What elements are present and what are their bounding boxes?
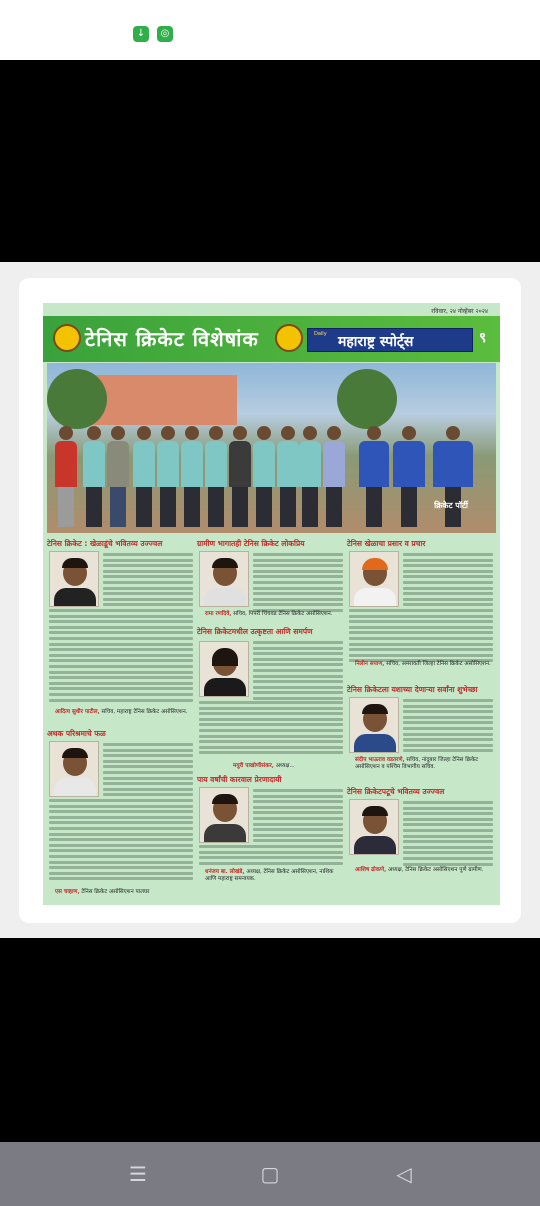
home-icon[interactable]: ▢	[260, 1162, 280, 1186]
article-headline: टेनिस क्रिकेटला यशाच्या देणाऱ्या सर्वांना शुभेच्छा	[347, 685, 478, 694]
photo-person	[157, 426, 179, 527]
page-date: रविवार, २४ नोव्हेंबर २०२४	[431, 308, 488, 315]
article-byline	[205, 869, 345, 883]
article-headline: ग्रामीण भागातही टेनिस क्रिकेट लोकप्रिय	[197, 539, 305, 548]
photo-person	[83, 426, 105, 527]
author-photo	[349, 799, 399, 855]
author-name: निलीन सपाण,	[355, 661, 385, 667]
photo-person	[299, 426, 321, 527]
photo-person	[323, 426, 345, 527]
newspaper-card	[19, 278, 521, 923]
photo-person	[55, 426, 77, 527]
author-photo	[199, 641, 249, 697]
article-8	[347, 787, 495, 873]
article-5	[197, 775, 345, 882]
article-byline	[55, 889, 195, 896]
article-byline	[355, 757, 495, 771]
masthead	[43, 316, 500, 362]
author-photo	[49, 551, 99, 607]
association-seal-icon	[275, 324, 303, 352]
status-bar	[0, 0, 540, 60]
article-1	[47, 539, 195, 715]
author-photo	[199, 787, 249, 843]
article-body	[253, 641, 343, 703]
photo-tree	[47, 369, 107, 429]
article-2	[47, 729, 195, 895]
letterbox-bottom	[0, 938, 540, 1142]
photo-person	[393, 426, 425, 527]
article-body	[199, 845, 343, 867]
association-logo-icon	[53, 324, 81, 352]
article-body	[49, 609, 193, 704]
author-photo	[199, 551, 249, 607]
author-title: सचिव, पिंपरी चिंचवड टेनिस क्रिकेट असोसिएशन.	[233, 611, 333, 617]
author-title: अध्यक्ष, टेनिस क्रिकेट असोसिएशन पुणे ग्रामीण.	[388, 867, 484, 873]
jersey-text: क्रिकेट पॉर्टी	[434, 501, 468, 510]
author-title: अध्यक्ष...	[275, 763, 295, 769]
author-name: संदीप भाऊराव वडतरणे,	[355, 757, 405, 763]
author-title: अध्यक्ष, टेनिस क्रिकेट असोसिएशन, नाशिक आणि महाराष्ट्र समन्वयक.	[205, 869, 334, 882]
photo-building	[87, 375, 237, 425]
article-byline	[55, 709, 195, 716]
author-photo	[349, 697, 399, 753]
navigation-bar	[0, 1142, 540, 1206]
article-body	[403, 553, 493, 609]
photo-person	[433, 426, 473, 527]
photo-person	[133, 426, 155, 527]
article-headline: टेनिस क्रिकेटमधील उत्कृष्टता आणि समर्पण	[197, 627, 313, 636]
back-icon[interactable]: ◁	[396, 1162, 412, 1186]
article-headline: अथक परिश्रमाचे फळ	[47, 729, 106, 738]
photo-person	[205, 426, 227, 527]
brand-tag: Daily	[314, 331, 327, 337]
article-byline	[355, 867, 495, 874]
newspaper-page	[43, 303, 500, 905]
image-viewer[interactable]	[0, 262, 540, 938]
author-name: आशिष ढोकणे,	[355, 867, 387, 873]
page-number: ९	[479, 330, 487, 346]
recent-apps-icon[interactable]: ☰	[129, 1162, 147, 1186]
article-body	[349, 609, 493, 665]
brand-name: महाराष्ट्र स्पोर्ट्स	[338, 334, 414, 350]
author-name: मयुरी पाखोणीसंकर,	[233, 763, 274, 769]
photo-person	[253, 426, 275, 527]
author-title: टेनिस क्रिकेट असोसिएशन पालघर	[81, 889, 150, 895]
article-byline	[205, 611, 345, 618]
group-photo	[47, 363, 496, 533]
article-headline: टेनिस क्रिकेटपटूचे भवितव्य उज्ज्वल	[347, 787, 445, 796]
article-body	[253, 553, 343, 615]
author-name: एस चव्हाण,	[55, 889, 80, 895]
author-photo	[349, 551, 399, 607]
whatsapp-icon: ◎	[157, 26, 173, 42]
photo-person	[181, 426, 203, 527]
photo-tree	[337, 369, 397, 429]
author-title: सचिव, महाराष्ट्र टेनिस क्रिकेट असोसिएशन.	[101, 709, 188, 715]
article-byline	[355, 661, 495, 668]
article-body	[49, 799, 193, 883]
article-6	[347, 539, 495, 667]
photo-person	[107, 426, 129, 527]
photo-person	[277, 426, 299, 527]
brand-box	[307, 328, 473, 352]
photo-person	[359, 426, 389, 527]
article-body	[253, 789, 343, 845]
article-headline: पाय वर्षांची कारवाल प्रेरणादायी	[197, 775, 282, 784]
article-body	[403, 801, 493, 868]
article-4	[197, 627, 345, 769]
save-icon: ↓	[133, 26, 149, 42]
article-7	[347, 685, 495, 770]
article-body	[403, 699, 493, 755]
author-name: आदित्य सुधीर पाटील,	[55, 709, 100, 715]
author-photo	[49, 741, 99, 797]
author-title: सचिव, अमरावती जिल्हा टेनिस क्रिकेट असोसिएशन.	[386, 661, 491, 667]
photo-person	[229, 426, 251, 527]
page-title: टेनिस क्रिकेट विशेषांक	[85, 327, 259, 351]
article-3	[197, 539, 345, 617]
article-body	[103, 553, 193, 609]
article-headline: टेनिस खेळाचा प्रसार व प्रचार	[347, 539, 426, 548]
article-body	[103, 743, 193, 799]
author-name: धनंजय बा. लोखंडे,	[205, 869, 245, 875]
article-body	[199, 701, 343, 757]
author-title: सचिव, नांदुबार जिल्हा टेनिस क्रिकेट असोसिएशन व पश्चिम विभागीय सचिव.	[355, 757, 479, 770]
letterbox-top	[0, 60, 540, 262]
article-headline: टेनिस क्रिकेट : खेळाडूंचे भवितव्य उज्ज्वल	[47, 539, 163, 548]
article-byline	[233, 763, 345, 770]
author-name: रामा रणदिवे,	[205, 611, 232, 617]
